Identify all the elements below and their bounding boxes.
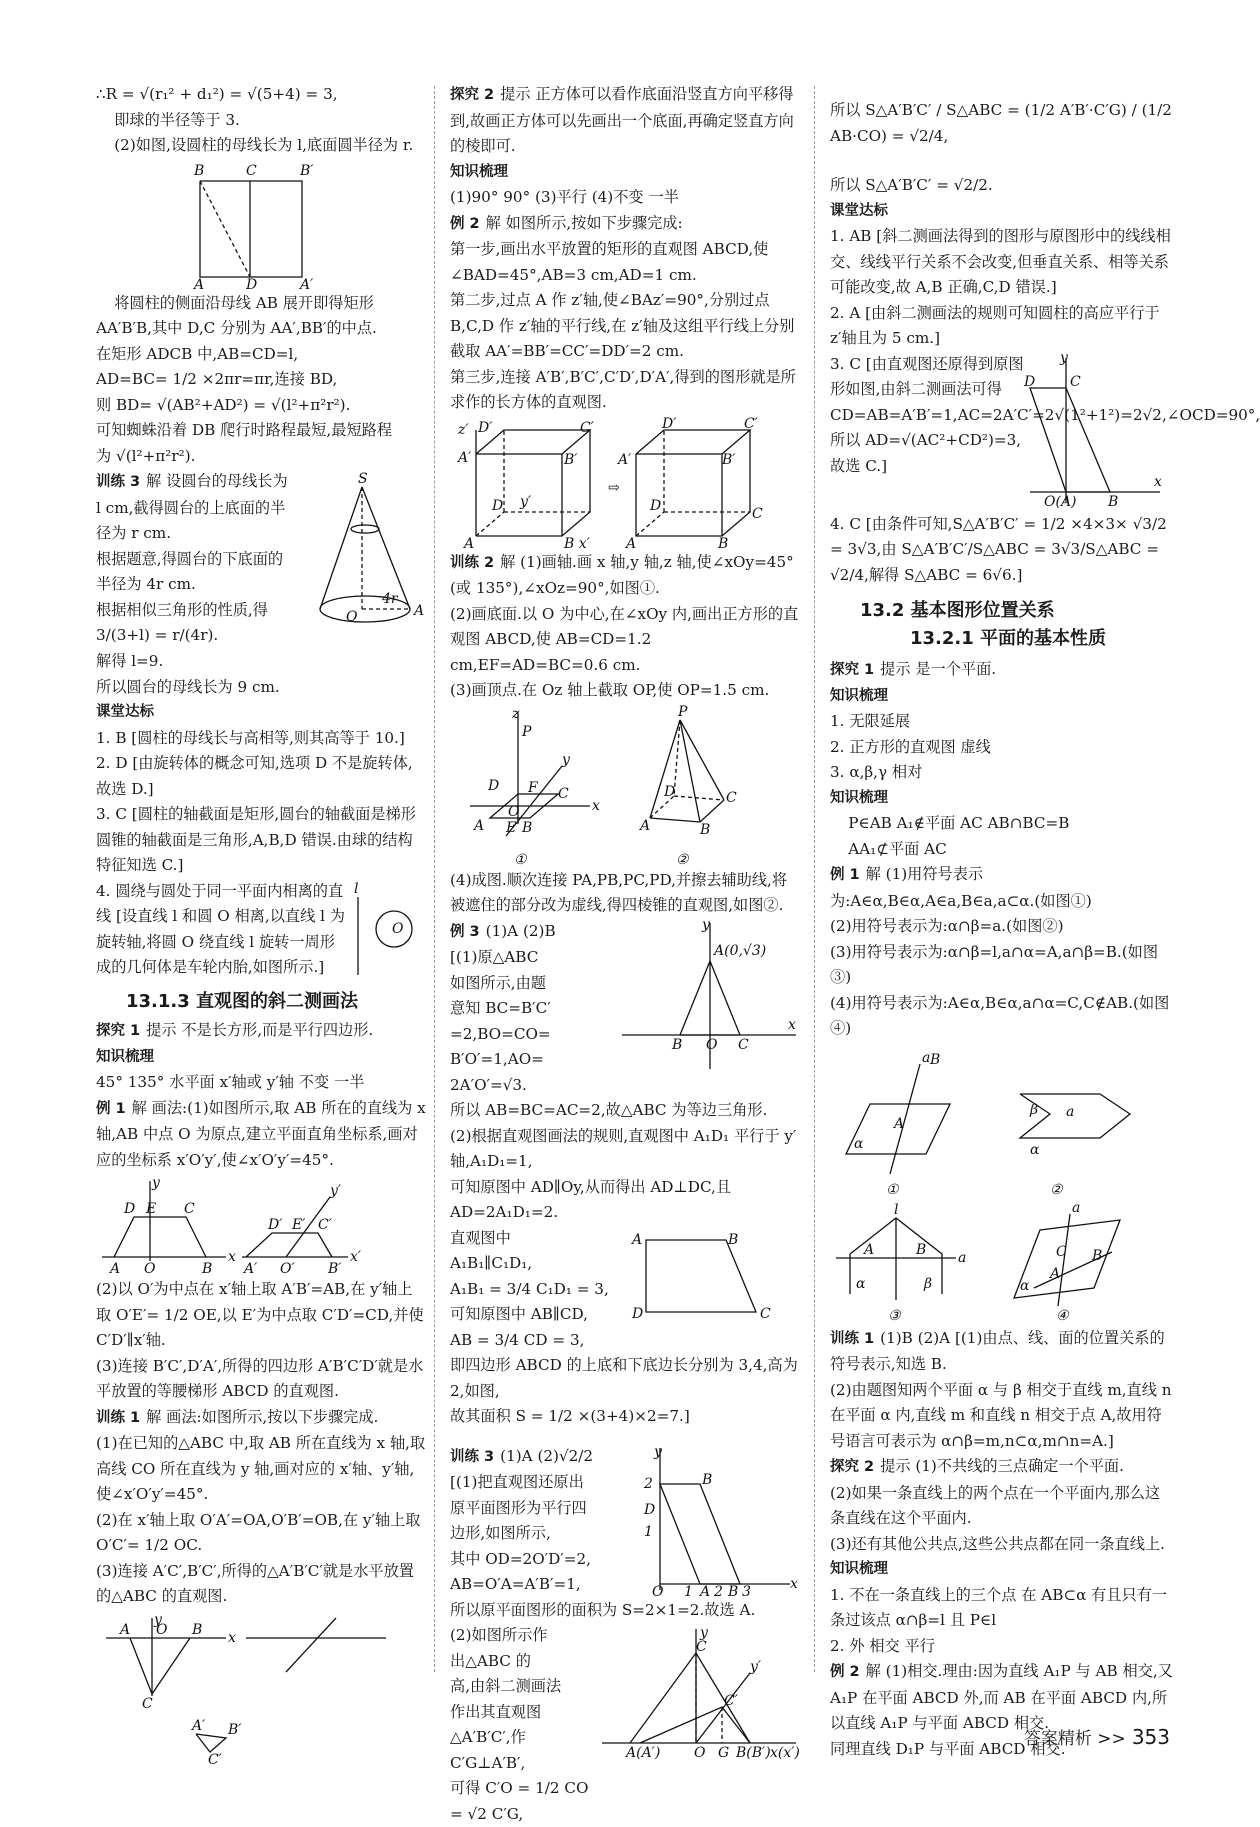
svg-text:l: l bbox=[894, 1202, 898, 1218]
svg-text:1: 1 bbox=[684, 1584, 693, 1600]
text-line: [(1)原△ABC bbox=[450, 945, 620, 971]
svg-text:D: D bbox=[1023, 374, 1035, 390]
svg-text:α: α bbox=[856, 1276, 866, 1292]
svg-text:A′: A′ bbox=[456, 450, 472, 466]
svg-text:a: a bbox=[1072, 1200, 1080, 1216]
svg-text:D: D bbox=[649, 498, 661, 514]
text-line: △A′B′C′,作 bbox=[450, 1725, 600, 1751]
svg-text:O: O bbox=[156, 1622, 168, 1638]
text-line: AB=O′A=A′B′=1, bbox=[450, 1572, 640, 1598]
list-item: 2. 正方形的直观图 虚线 bbox=[830, 735, 1174, 761]
svg-text:O(A): O(A) bbox=[1044, 494, 1077, 510]
svg-text:D: D bbox=[663, 784, 675, 800]
svg-text:C: C bbox=[558, 786, 569, 802]
svg-text:a: a bbox=[958, 1250, 966, 1266]
text-line: (3)还有其他公共点,这些公共点都在同一条直线上. bbox=[830, 1532, 1174, 1558]
svg-text:③: ③ bbox=[888, 1308, 902, 1324]
svg-text:A: A bbox=[638, 818, 650, 834]
text-line: 则 BD= √(AB²+AD²) = √(l²+π²r²). bbox=[96, 393, 426, 419]
svg-text:B: B bbox=[915, 1242, 926, 1258]
text-line: 如图所示,由题 bbox=[450, 971, 620, 997]
svg-text:A: A bbox=[892, 1116, 904, 1132]
text-line: 解 如图所示,按如下步骤完成: bbox=[486, 214, 683, 232]
frustum-cone-figure bbox=[306, 469, 426, 649]
text-line: 2A′O′=√3. bbox=[450, 1073, 620, 1099]
svg-text:C′: C′ bbox=[318, 1217, 333, 1233]
text-line: 解 (1)用符号表示为:A∈α,B∈α,A∈a,B∈a,a⊂α.(如图①) bbox=[830, 865, 1092, 910]
pyramid-figure bbox=[450, 706, 802, 866]
svg-text:D: D bbox=[487, 778, 499, 794]
svg-text:D: D bbox=[643, 1502, 655, 1518]
svg-text:y: y bbox=[701, 917, 711, 933]
svg-text:4r: 4r bbox=[381, 591, 399, 607]
svg-text:y: y bbox=[653, 1444, 663, 1460]
subsection-title: 13.2.1 平面的基本性质 bbox=[910, 626, 1174, 652]
text-line: 同理直线 D₁P 与平面 ABCD 相交. bbox=[830, 1737, 1174, 1763]
knowledge-title: 知识梳理 bbox=[830, 684, 1174, 710]
svg-text:C: C bbox=[760, 1306, 771, 1322]
svg-text:①: ① bbox=[514, 852, 528, 868]
svg-text:⇨: ⇨ bbox=[608, 480, 620, 496]
list-item: 1. 无限延展 bbox=[830, 709, 1174, 735]
svg-text:B: B bbox=[1107, 494, 1118, 510]
section-title: 13.1.3 直观图的斜二测画法 bbox=[126, 989, 426, 1015]
svg-text:④: ④ bbox=[1056, 1308, 1070, 1324]
list-item: 1. AB [斜二测画法得到的图形与原图形中的线线相交、线线平行关系不会改变,但垂直关系、相等关系可能改变,故 A,B 正确,C,D 错误.] bbox=[830, 224, 1174, 301]
example3-label: 例 3 bbox=[450, 924, 480, 940]
text-line: (1)90° 90° (3)平行 (4)不变 一半 bbox=[450, 185, 802, 211]
svg-text:A: A bbox=[192, 277, 204, 293]
svg-text:B: B bbox=[929, 1052, 940, 1068]
svg-text:y′: y′ bbox=[749, 1659, 762, 1675]
svg-text:D′: D′ bbox=[477, 420, 493, 436]
torus-axis-figure bbox=[346, 879, 426, 979]
svg-text:B: B bbox=[521, 820, 532, 836]
text-line: 3/(3+l) = r/(4r). bbox=[96, 623, 306, 649]
text-line: 提示 (1)不共线的三点确定一个平面. bbox=[880, 1457, 1124, 1475]
text-line: (2)在 x′轴上取 O′A′=OA,O′B′=OB,在 y′轴上取 O′C′= 1/2 OC. bbox=[96, 1508, 426, 1559]
list-item: 4. 圆绕与圆处于同一平面内相离的直线 [设直线 l 和圆 O 相离,以直线 l 为旋转轴,将圆 O 绕直线 l 旋转一周形成的几何体是车轮内胎,如图所示.] bbox=[96, 879, 346, 981]
text-line: 第三步,连接 A′B′,B′C′,C′D′,D′A′,得到的图形就是所求作的长方体的直观图. bbox=[450, 365, 802, 416]
svg-text:C: C bbox=[726, 790, 737, 806]
text-line: [(1)把直观图还原出 bbox=[450, 1470, 640, 1496]
svg-text:y: y bbox=[561, 752, 571, 768]
text-line: 可知原图中 AB∥CD, bbox=[450, 1302, 626, 1328]
text-line: 在矩形 ADCB 中,AB=CD=l, bbox=[96, 342, 426, 368]
svg-text:A(0,√3): A(0,√3) bbox=[712, 943, 766, 959]
svg-text:y: y bbox=[151, 1175, 161, 1191]
text-line: 解 画法:如图所示,按以下步骤完成. bbox=[146, 1408, 378, 1426]
svg-text:O: O bbox=[392, 921, 404, 937]
text-line: 所以 AB=BC=AC=2,故△ABC 为等边三角形. bbox=[450, 1098, 802, 1124]
list-item: 2. 外 相交 平行 bbox=[830, 1634, 1174, 1660]
svg-text:α: α bbox=[1020, 1278, 1030, 1294]
text-line: (1)B (2)A [(1)由点、线、面的位置关系的符号表示,知选 B. bbox=[830, 1329, 1165, 1374]
text-line: (3)连接 B′C′,D′A′,所得的四边形 A′B′C′D′就是水平放置的等腰梯形 ABCD 的直观图. bbox=[96, 1354, 426, 1405]
svg-text:C′: C′ bbox=[208, 1752, 223, 1768]
text-line: 第一步,画出水平放置的矩形的直观图 ABCD,使∠BAD=45°,AB=3 cm,AD=1 cm. bbox=[450, 237, 802, 288]
text-line: 径为 r cm. bbox=[96, 521, 306, 547]
text-line: (1)A (2)B bbox=[486, 922, 556, 940]
svg-text:α: α bbox=[854, 1136, 864, 1152]
svg-text:y′: y′ bbox=[519, 494, 532, 510]
text-line: 即四边形 ABCD 的上底和下底边长分别为 3,4,高为 2,如图, bbox=[450, 1353, 802, 1404]
svg-text:B: B bbox=[1091, 1248, 1102, 1264]
text-line: 提示 不是长方形,而是平行四边形. bbox=[146, 1021, 373, 1039]
svg-text:2: 2 bbox=[713, 1584, 723, 1600]
svg-text:D′: D′ bbox=[661, 416, 677, 432]
list-item: P∈AB A₁∉平面 AC AB∩BC=B bbox=[830, 811, 1174, 837]
knowledge-title: 知识梳理 bbox=[96, 1045, 426, 1071]
svg-text:x: x bbox=[228, 1630, 236, 1646]
text-line: 边形,如图所示, bbox=[450, 1521, 640, 1547]
text-line: (4)成图.顺次连接 PA,PB,PC,PD,并擦去辅助线,将被遮住的部分改为虚线,得四棱锥的直观图,如图②. bbox=[450, 868, 802, 919]
svg-text:G: G bbox=[718, 1745, 729, 1761]
text-line: 即球的半径等于 3. bbox=[96, 108, 426, 134]
text-line: (2)用符号表示为:α∩β=a.(如图②) bbox=[830, 914, 1174, 940]
svg-text:O: O bbox=[346, 609, 358, 625]
text-line: 可知原图中 AD∥Oy,从而得出 AD⊥DC,且 AD=2A₁D₁=2. bbox=[450, 1175, 802, 1226]
list-item: 4. C [由条件可知,S△A′B′C′ = 1/2 ×4×3× √3/2 = 3√3,由 S△A′B′C′/S△ABC = 3√3/S△ABC = √2/4,解得 S△ABC = 6√6.] bbox=[830, 512, 1174, 589]
text-line: C′G⊥A′B′, bbox=[450, 1751, 600, 1777]
svg-text:C: C bbox=[696, 1639, 707, 1655]
text-line: (1)A (2)√2/2 bbox=[500, 1447, 593, 1465]
svg-text:y: y bbox=[153, 1612, 163, 1628]
svg-text:A: A bbox=[462, 536, 474, 552]
svg-text:D: D bbox=[123, 1201, 135, 1217]
svg-text:P: P bbox=[677, 704, 688, 720]
svg-text:E: E bbox=[505, 820, 516, 836]
svg-text:B′: B′ bbox=[721, 452, 736, 468]
svg-text:β: β bbox=[1029, 1102, 1038, 1118]
svg-text:x: x bbox=[790, 1576, 798, 1592]
svg-text:z′: z′ bbox=[457, 422, 469, 438]
train3-block bbox=[96, 469, 426, 649]
column-3 bbox=[830, 82, 1174, 1762]
text-line: (2)根据直观图画法的规则,直观图中 A₁D₁ 平行于 y′轴,A₁D₁=1, bbox=[450, 1124, 802, 1175]
text-line: 为 √(l²+π²r²). bbox=[96, 444, 426, 470]
cylinder-unfold-figure bbox=[96, 161, 426, 289]
svg-text:O: O bbox=[144, 1261, 156, 1277]
svg-text:C: C bbox=[1056, 1244, 1067, 1260]
column-2 bbox=[450, 82, 802, 1827]
svg-text:3: 3 bbox=[742, 1584, 751, 1600]
knowledge-title: 知识梳理 bbox=[830, 1557, 1174, 1583]
text-line: (2)如图所示作 bbox=[450, 1623, 600, 1649]
svg-text:C: C bbox=[752, 506, 763, 522]
svg-text:C: C bbox=[184, 1201, 195, 1217]
svg-text:O: O bbox=[706, 1037, 718, 1053]
text-line: 45° 135° 水平面 x′轴或 y′轴 不变 一半 bbox=[96, 1070, 426, 1096]
example2-label: 例 2 bbox=[450, 216, 480, 232]
svg-text:A′: A′ bbox=[190, 1718, 206, 1734]
svg-text:A: A bbox=[108, 1261, 120, 1277]
footer-label: 答案精析 >> bbox=[1024, 1729, 1126, 1749]
text-line: 根据题意,得圆台的下底面的 bbox=[96, 547, 306, 573]
svg-text:②: ② bbox=[676, 852, 690, 868]
svg-text:l: l bbox=[354, 881, 358, 897]
text-line: 所以 S△A′B′C′ = √2/2. bbox=[830, 173, 1174, 199]
svg-text:O: O bbox=[508, 804, 520, 820]
svg-text:A: A bbox=[630, 1232, 642, 1248]
svg-text:A′: A′ bbox=[298, 277, 314, 293]
svg-text:C: C bbox=[142, 1696, 153, 1712]
text-line: 故其面积 S = 1/2 ×(3+4)×2=7.] bbox=[450, 1404, 802, 1430]
svg-text:x: x bbox=[228, 1249, 236, 1265]
train1-label: 训练 1 bbox=[96, 1410, 140, 1426]
svg-text:x′: x′ bbox=[350, 1249, 362, 1265]
text-line: 解 (1)相交.理由:因为直线 A₁P 与 AB 相交,又 A₁P 在平面 ABCD 外,而 AB 在平面 ABCD 内,所以直线 A₁P 与平面 ABCD 相交. bbox=[830, 1662, 1173, 1732]
train3-label: 训练 3 bbox=[96, 474, 140, 490]
text-line: (2)以 O′为中点在 x′轴上取 A′B′=AB,在 y′轴上取 O′E′= 1/2 OE,以 E′为中点取 C′D′=CD,并使 C′D′∥x′轴. bbox=[96, 1277, 426, 1354]
column-1 bbox=[96, 82, 426, 1764]
explore1-label: 探究 1 bbox=[830, 662, 874, 678]
svg-text:A: A bbox=[862, 1242, 874, 1258]
text-line: 解得 l=9. bbox=[96, 649, 426, 675]
svg-text:B′: B′ bbox=[227, 1722, 242, 1738]
page-number: 353 bbox=[1132, 1725, 1170, 1749]
text-line: (2)由题图知两个平面 α 与 β 相交于直线 m,直线 n 在平面 α 内,直线 m 和直线 n 相交于点 A,故用符号语言可表示为 α∩β=m,n⊂α,m∩n=A.] bbox=[830, 1378, 1174, 1455]
svg-text:y: y bbox=[699, 1625, 709, 1641]
svg-text:A: A bbox=[624, 536, 636, 552]
class-title: 课堂达标 bbox=[830, 199, 1174, 225]
text-line: 所以原平面图形的面积为 S=2×1=2.故选 A. bbox=[450, 1598, 802, 1624]
svg-text:x: x bbox=[592, 798, 600, 814]
list-item: 1. 不在一条直线上的三个点 在 AB⊂α 有且只有一条过该点 α∩β=l 且 P∈l bbox=[830, 1583, 1174, 1634]
svg-text:D′: D′ bbox=[267, 1217, 283, 1233]
svg-text:y′: y′ bbox=[329, 1183, 342, 1199]
svg-text:②: ② bbox=[1050, 1182, 1064, 1198]
text-line: 第二步,过点 A 作 z′轴,使∠BAz′=90°,分别过点 B,C,D 作 z′轴的平行线,在 z′轴及这组平行线上分别截取 AA′=BB′=CC′=DD′=2 cm. bbox=[450, 288, 802, 365]
text-line: A₁B₁∥C₁D₁, bbox=[450, 1251, 626, 1277]
text-line: 提示 正方体可以看作底面沿竖直方向平移得到,故画正方体可以先画出一个底面,再确定竖直方向的棱即可. bbox=[450, 85, 794, 155]
svg-text:y: y bbox=[1059, 350, 1069, 366]
text-line: (3)用符号表示为:α∩β=l,a∩α=A,a∩β=B.(如图③) bbox=[830, 940, 1174, 991]
example2-label: 例 2 bbox=[830, 1664, 860, 1680]
text-line: ∴R = √(r₁² + d₁²) = √(5+4) = 3, bbox=[96, 82, 426, 108]
train3-label: 训练 3 bbox=[450, 1449, 494, 1465]
text-line: (2)如果一条直线上的两个点在一个平面内,那么这条直线在这个平面内. bbox=[830, 1481, 1174, 1532]
text-line: AA′B′B,其中 D,C 分别为 AA′,BB′的中点. bbox=[96, 316, 426, 342]
svg-text:E′: E′ bbox=[291, 1217, 306, 1233]
train1-label: 训练 1 bbox=[830, 1331, 874, 1347]
triangle-figure bbox=[96, 1612, 426, 1762]
trapezoid-figure bbox=[96, 1175, 426, 1275]
svg-text:B: B bbox=[727, 1232, 738, 1248]
text-line: 所以 S△A′B′C′ / S△ABC = (1/2 A′B′·C′G) / (1/2 AB·CO) = √2/4, bbox=[830, 98, 1174, 149]
svg-text:a: a bbox=[1066, 1104, 1074, 1120]
text-line: 解 设圆台的母线长为 bbox=[146, 472, 288, 490]
page-footer bbox=[1024, 1725, 1170, 1753]
svg-text:A: A bbox=[1048, 1266, 1060, 1282]
text-line: B′O′=1,AO= bbox=[450, 1047, 620, 1073]
text-line: 直观图中 bbox=[450, 1226, 626, 1252]
svg-text:A(A′): A(A′) bbox=[624, 1745, 660, 1761]
svg-text:B′: B′ bbox=[563, 452, 578, 468]
text-line: (2)如图,设圆柱的母线长为 l,底面圆半径为 r. bbox=[96, 133, 426, 159]
list-item: 3. α,β,γ 相对 bbox=[830, 760, 1174, 786]
column-divider-2 bbox=[814, 86, 815, 1672]
svg-text:O′: O′ bbox=[280, 1261, 295, 1277]
svg-text:S: S bbox=[358, 471, 368, 487]
explore2-label: 探究 2 bbox=[450, 87, 494, 103]
parallelogram-figure bbox=[640, 1444, 800, 1594]
text-line: (3)画顶点.在 Oz 轴上截取 OP,使 OP=1.5 cm. bbox=[450, 678, 802, 704]
svg-text:①: ① bbox=[886, 1182, 900, 1198]
svg-text:B(B′): B(B′) bbox=[735, 1745, 771, 1761]
svg-text:F: F bbox=[527, 780, 539, 796]
text-line: A₁B₁ = 3/4 C₁D₁ = 3, bbox=[450, 1277, 626, 1303]
svg-text:C: C bbox=[738, 1037, 749, 1053]
text-line: = √2 C′G, bbox=[450, 1802, 600, 1827]
svg-text:C′: C′ bbox=[580, 420, 595, 436]
svg-text:x: x bbox=[1154, 474, 1162, 490]
height-triangle-figure bbox=[600, 1623, 800, 1793]
svg-text:β: β bbox=[923, 1276, 932, 1292]
svg-text:C: C bbox=[246, 163, 257, 179]
svg-text:A: A bbox=[698, 1584, 710, 1600]
svg-text:B: B bbox=[191, 1622, 202, 1638]
svg-text:A: A bbox=[472, 818, 484, 834]
svg-text:A: A bbox=[412, 603, 424, 619]
list-item: 3. C [由直观图还原得到原图形如图,由斜二测画法可得 CD=AB=A′B′=1,AC=2A′C′=2√(1²+1²)=2√2,∠OCD=90°,所以 AD=√(AC²+CD²)=3,故选 C.] bbox=[830, 352, 1026, 480]
svg-text:O: O bbox=[652, 1584, 664, 1600]
svg-text:B x′: B x′ bbox=[563, 536, 591, 552]
text-line: (2)画底面.以 O 为中心,在∠xOy 内,画出正方形的直观图 ABCD,使 AB=CD=1.2 cm,EF=AD=BC=0.6 cm. bbox=[450, 602, 802, 679]
text-line: AB = 3/4 CD = 3, bbox=[450, 1328, 626, 1354]
svg-text:C: C bbox=[1070, 374, 1081, 390]
column-divider-1 bbox=[434, 86, 435, 1672]
svg-text:B: B bbox=[671, 1037, 682, 1053]
text-line: 作出其直观图 bbox=[450, 1700, 600, 1726]
restored-figure bbox=[1026, 352, 1166, 512]
svg-text:B: B bbox=[717, 536, 728, 552]
explore1-label: 探究 1 bbox=[96, 1023, 140, 1039]
text-line: 出△ABC 的 bbox=[450, 1649, 600, 1675]
list-item: 2. A [由斜二测画法的规则可知圆柱的高应平行于 z′轴且为 5 cm.] bbox=[830, 301, 1174, 352]
svg-text:B: B bbox=[701, 1472, 712, 1488]
knowledge-title: 知识梳理 bbox=[450, 160, 802, 186]
svg-text:B: B bbox=[699, 822, 710, 838]
example1-label: 例 1 bbox=[830, 867, 860, 883]
text-line: 原平面图形为平行四 bbox=[450, 1496, 640, 1522]
list-item: AA₁⊄平面 AC bbox=[830, 837, 1174, 863]
class-title: 课堂达标 bbox=[96, 700, 426, 726]
original-trapezoid-figure bbox=[626, 1226, 796, 1346]
svg-text:B′: B′ bbox=[327, 1261, 342, 1277]
text-line: 可得 C′O = 1/2 CO bbox=[450, 1776, 600, 1802]
svg-text:B: B bbox=[201, 1261, 212, 1277]
svg-text:A: A bbox=[118, 1622, 130, 1638]
section-title: 13.2 基本图形位置关系 bbox=[860, 598, 1174, 624]
svg-text:1: 1 bbox=[644, 1524, 653, 1540]
text-line: =2,BO=CO= bbox=[450, 1022, 620, 1048]
text-line: 半径为 4r cm. bbox=[96, 572, 306, 598]
svg-text:C′: C′ bbox=[724, 1693, 739, 1709]
text-line: 意知 BC=B′C′ bbox=[450, 996, 620, 1022]
text-line: 提示 是一个平面. bbox=[880, 660, 996, 678]
list-item: 1. B [圆柱的母线长与高相等,则其高等于 10.] bbox=[96, 726, 426, 752]
text-line: 所以圆台的母线长为 9 cm. bbox=[96, 675, 426, 701]
svg-text:A′: A′ bbox=[616, 452, 632, 468]
text-line: (3)连接 A′C′,B′C′,所得的△A′B′C′就是水平放置的△ABC 的直观图. bbox=[96, 1559, 426, 1610]
knowledge-title: 知识梳理 bbox=[830, 786, 1174, 812]
svg-text:O: O bbox=[694, 1745, 706, 1761]
svg-text:B′: B′ bbox=[299, 163, 314, 179]
svg-text:A′: A′ bbox=[242, 1261, 258, 1277]
svg-text:B: B bbox=[193, 163, 204, 179]
example1-label: 例 1 bbox=[96, 1101, 126, 1117]
svg-text:D: D bbox=[631, 1306, 643, 1322]
text-line: 高,由斜二测画法 bbox=[450, 1674, 600, 1700]
cuboid-figure bbox=[450, 418, 802, 548]
svg-text:B: B bbox=[727, 1584, 738, 1600]
text-line: l cm,截得圆台的上底面的半 bbox=[96, 496, 306, 522]
text-line: (1)在已知的△ABC 中,取 AB 所在直线为 x 轴,取高线 CO 所在直线为 y 轴,画对应的 x′轴、y′轴,使∠x′O′y′=45°. bbox=[96, 1431, 426, 1508]
svg-text:x: x bbox=[788, 1017, 796, 1033]
train2-label: 训练 2 bbox=[450, 555, 494, 571]
text-line: 可知蜘蛛沿着 DB 爬行时路程最短,最短路程 bbox=[96, 418, 426, 444]
svg-text:C′: C′ bbox=[744, 416, 759, 432]
svg-text:D: D bbox=[491, 498, 503, 514]
svg-text:z: z bbox=[511, 706, 520, 722]
equilateral-figure bbox=[620, 919, 800, 1089]
planes-figure bbox=[830, 1044, 1174, 1324]
text-line: 解 (1)画轴.画 x 轴,y 轴,z 轴,使∠xOy=45°(或 135°),∠xOz=90°,如图①. bbox=[450, 553, 794, 598]
svg-text:2: 2 bbox=[643, 1476, 653, 1492]
explore2-label: 探究 2 bbox=[830, 1459, 874, 1475]
svg-text:α: α bbox=[1030, 1142, 1040, 1158]
svg-text:x(x′): x(x′) bbox=[770, 1745, 800, 1761]
list-item: 2. D [由旋转体的概念可知,选项 D 不是旋转体,故选 D.] bbox=[96, 751, 426, 802]
list-item: 3. C [圆柱的轴截面是矩形,圆台的轴截面是梯形圆锥的轴截面是三角形,A,B,D 错误.由球的结构特征知选 C.] bbox=[96, 802, 426, 879]
text-line: (4)用符号表示为:A∈α,B∈α,a∩α=C,C∉AB.(如图④) bbox=[830, 991, 1174, 1042]
text-line: 根据相似三角形的性质,得 bbox=[96, 598, 306, 624]
text-line: 解 画法:(1)如图所示,取 AB 所在的直线为 x 轴,AB 中点 O 为原点,建立平面直角坐标系,画对应的坐标系 x′O′y′,使∠x′O′y′=45°. bbox=[96, 1099, 426, 1169]
text-line: 其中 OD=2O′D′=2, bbox=[450, 1547, 640, 1573]
svg-text:D: D bbox=[245, 277, 257, 293]
svg-text:a: a bbox=[922, 1050, 930, 1066]
text-line: AD=BC= 1/2 ×2πr=πr,连接 BD, bbox=[96, 367, 426, 393]
svg-text:E: E bbox=[145, 1201, 156, 1217]
svg-text:P: P bbox=[521, 724, 532, 740]
text-line: 将圆柱的侧面沿母线 AB 展开即得矩形 bbox=[96, 291, 426, 317]
